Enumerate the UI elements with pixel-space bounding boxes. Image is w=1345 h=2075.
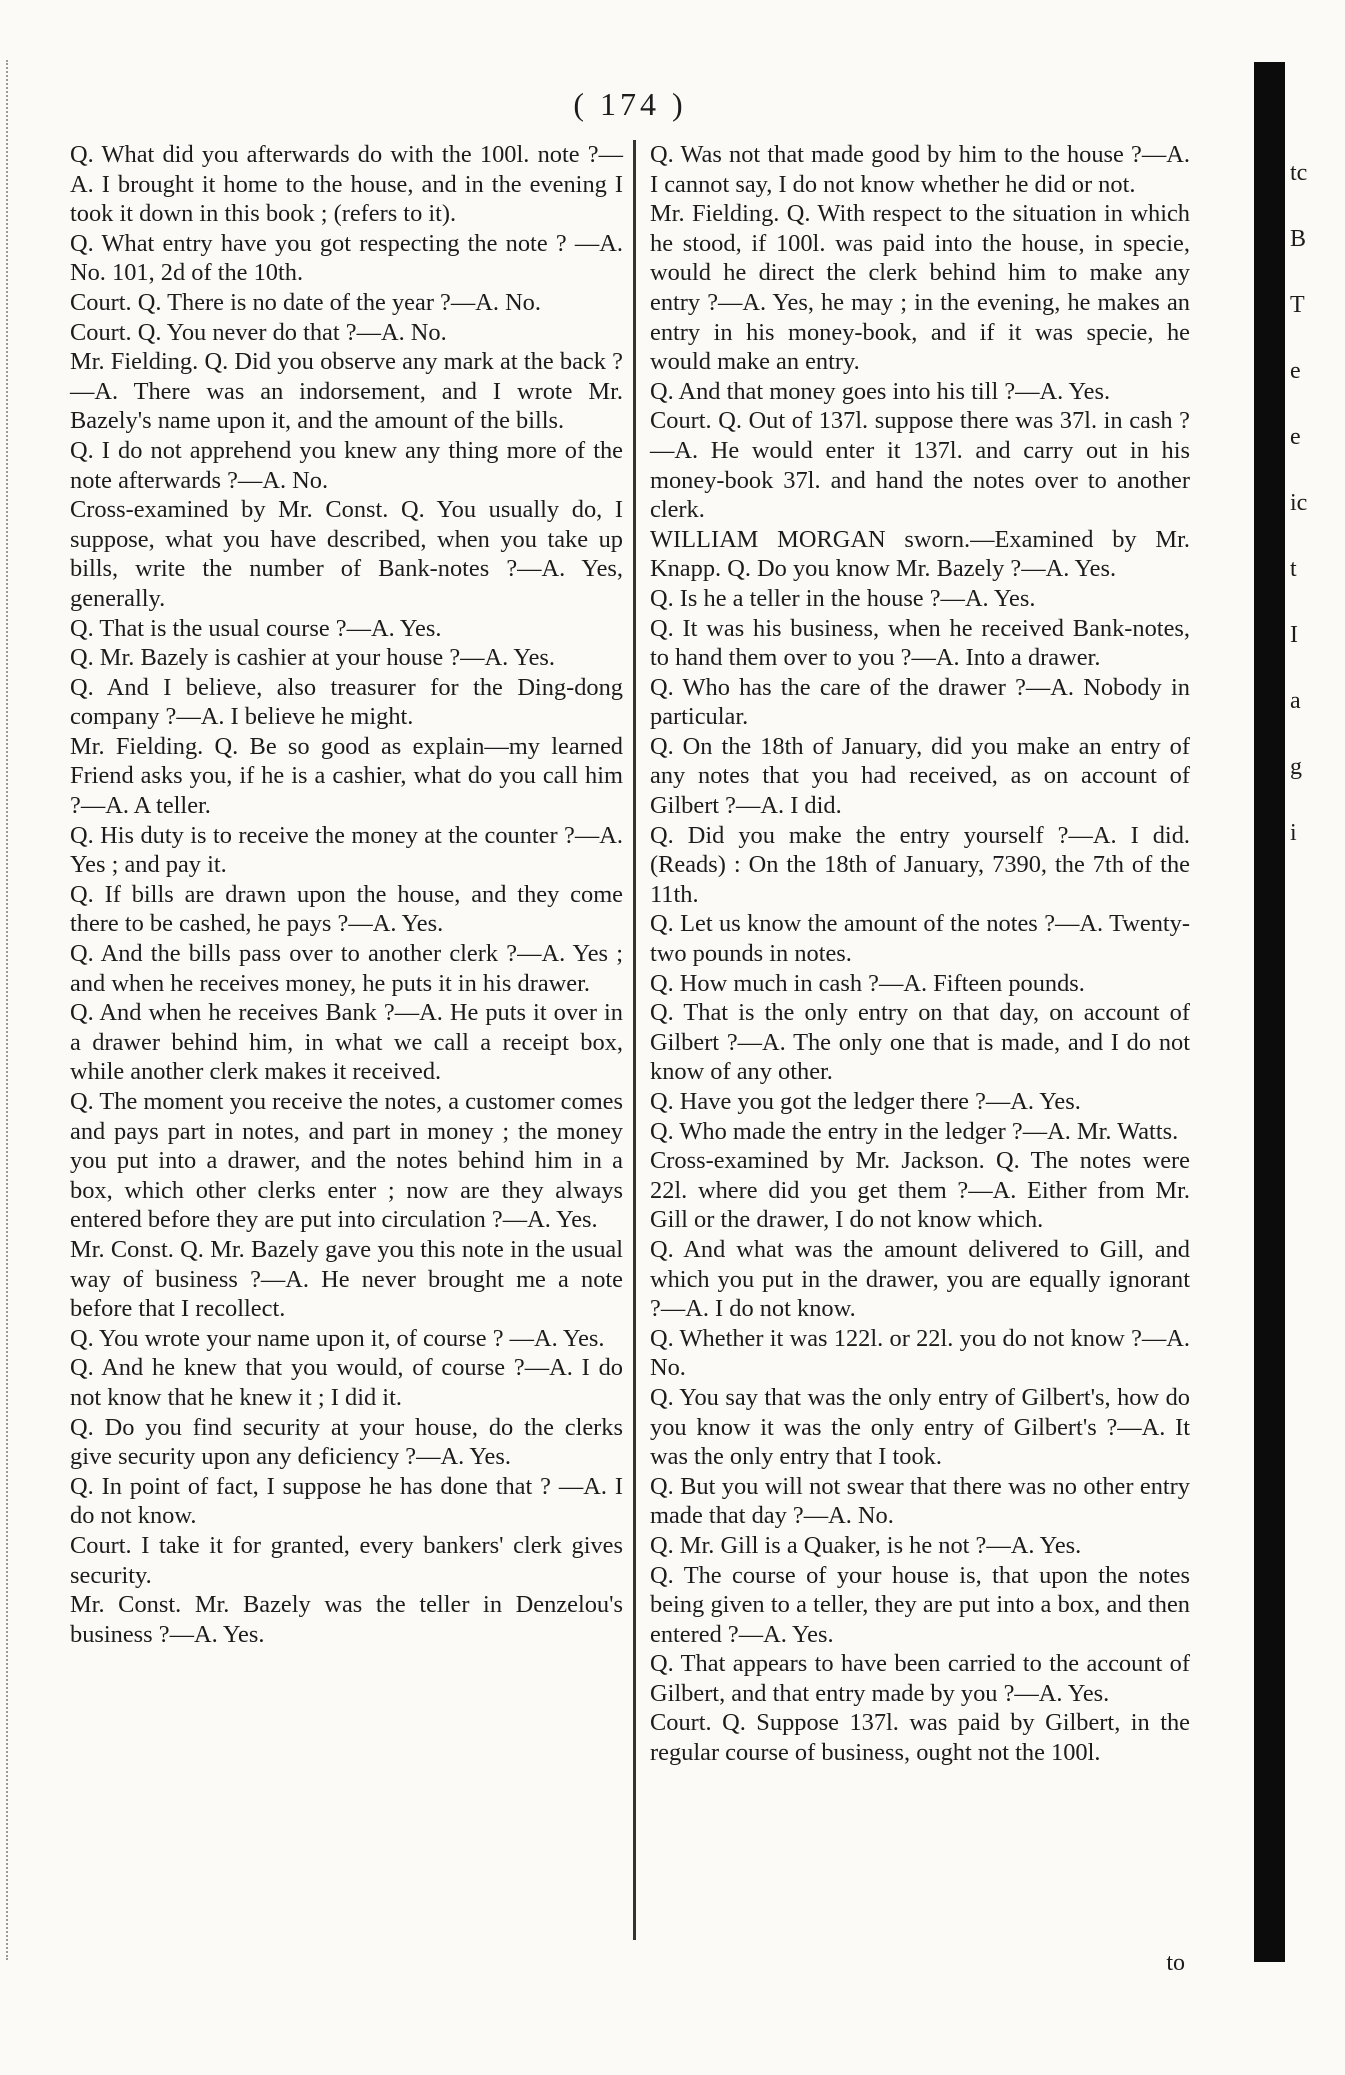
testimony-paragraph: Q. Mr. Bazely is cashier at your house ?—A. Yes. [70,644,556,672]
testimony-paragraph: Q. The course of your house is, that upon the notes being given to a teller, they are put into a box, and then entered ?—A. Yes. [650,1561,1190,1648]
testimony-paragraph: Q. What entry have you got respecting the note ? —A. No. 101, 2d of the 10th. [70,229,623,287]
testimony-paragraph: Cross-examined by Mr. Const. Q. You usually do, I suppose, what you have described, when you take up bills, write the number of Bank-notes ?—A. Yes, generally. [70,496,623,612]
testimony-paragraph: Q. I do not apprehend you knew any thing more of the note afterwards ?—A. No. [70,436,623,494]
testimony-paragraph: Q. That is the usual course ?—A. Yes. [70,614,442,642]
testimony-paragraph: Q. And what was the amount delivered to Gill, and which you put in the drawer, you are equally ignorant ?—A. I do not know. [650,1235,1190,1323]
testimony-paragraph: Q. On the 18th of January, did you make an entry of any notes that you had received, as on account of Gilbert ?—A. I did. [650,732,1190,820]
facing-page-fragments [1290,140,1340,866]
testimony-paragraph: Q. If bills are drawn upon the house, and they come there to be cashed, he pays ?—A. Yes. [70,880,623,938]
testimony-paragraph: Q. What did you afterwards do with the 100l. note ?—A. I brought it home to the house, and in the evening I took it down in this book ; (refers to it). [70,141,623,228]
testimony-paragraph: Q. And that money goes into his till ?—A. Yes. [650,377,1111,405]
left-column [70,140,623,1649]
testimony-paragraph: Court. Q. Suppose 137l. was paid by Gilbert, in the regular course of business, ought not the 100l. [650,1709,1190,1767]
page-number: ( 174 ) [573,86,687,122]
testimony-paragraph: Q. Have you got the ledger there ?—A. Yes. [650,1088,1081,1115]
testimony-paragraph: Q. Who made the entry in the ledger ?—A. Mr. Watts. [650,1117,1179,1145]
testimony-paragraph: Q. And he knew that you would, of course ?—A. I do not know that he knew it ; I did it. [70,1354,623,1411]
facing-page-fragment: a [1290,688,1301,714]
facing-page-fragment: ic [1290,490,1308,516]
testimony-paragraph: Q. Was not that made good by him to the house ?—A. I cannot say, I do not know whether he did or not. [650,141,1190,198]
testimony-paragraph: Mr. Const. Mr. Bazely was the teller in Denzelou's business ?—A. Yes. [70,1591,623,1648]
testimony-paragraph: Court. Q. You never do that ?—A. No. [70,318,447,346]
testimony-paragraph: Q. In point of fact, I suppose he has done that ? —A. I do not know. [70,1472,623,1530]
facing-page-fragment: e [1290,358,1301,384]
testimony-paragraph: Mr. Fielding. Q. Be so good as explain—my learned Friend asks you, if he is a cashier, what do you call him ?—A. A teller. [70,732,623,820]
testimony-paragraph: Q. But you will not swear that there was no other entry made that day ?—A. No. [650,1472,1190,1530]
testimony-paragraph: Q. And when he receives Bank ?—A. He puts it over in a drawer behind him, in what we call a receipt box, while another clerk makes it received. [70,999,623,1086]
testimony-paragraph: Cross-examined by Mr. Jackson. Q. The notes were 22l. where did you get them ?—A. Either from Mr. Gill or the drawer, I do not know which. [650,1147,1190,1234]
testimony-paragraph: Court. Q. Out of 137l. suppose there was 37l. in cash ?—A. He would enter it 137l. and carry out in his money-book 37l. and hand the notes over to another clerk. [650,407,1190,524]
facing-page-fragment: t [1290,556,1297,582]
testimony-paragraph: Q. How much in cash ?—A. Fifteen pounds. [650,969,1085,997]
testimony-paragraph: Mr. Fielding. Q. With respect to the situation in which he stood, if 100l. was paid into the house, in specie, would he direct the clerk behind him to make any entry ?—A. Yes, he may ; in the evening, he makes an entry in his money-book, and if it was specie, he would make an entry. [650,200,1190,376]
facing-page-fragment: e [1290,424,1301,450]
testimony-paragraph: Q. His duty is to receive the money at the counter ?—A. Yes ; and pay it. [70,821,623,879]
testimony-paragraph: Mr. Const. Q. Mr. Bazely gave you this note in the usual way of business ?—A. He never brought me a note before that I recollect. [70,1235,623,1323]
testimony-paragraph: Q. Whether it was 122l. or 22l. you do not know ?—A. No. [650,1324,1190,1382]
testimony-paragraph: Court. Q. There is no date of the year ?—A. No. [70,288,541,316]
testimony-paragraph: Mr. Fielding. Q. Did you observe any mark at the back ?—A. There was an indorsement, and I wrote Mr. Bazely's name upon it, and the amount of the bills. [70,348,623,435]
testimony-paragraph: Q. And the bills pass over to another clerk ?—A. Yes ; and when he receives money, he puts it in his drawer. [70,940,623,997]
testimony-paragraph: Q. Mr. Gill is a Quaker, is he not ?—A. Yes. [650,1531,1082,1559]
testimony-paragraph: Q. Did you make the entry yourself ?—A. I did. (Reads) : On the 18th of January, 7390, the 7th of the 11th. [650,821,1190,908]
testimony-paragraph: Q. Is he a teller in the house ?—A. Yes. [650,584,1036,612]
facing-page-fragment: g [1290,754,1302,780]
right-column [650,140,1190,1768]
binding-gutter [6,60,20,1960]
facing-page-fragment: T [1290,292,1305,318]
testimony-paragraph: Q. That appears to have been carried to the account of Gilbert, and that entry made by you ?—A. Yes. [650,1650,1190,1707]
page-edge-shadow [1254,62,1285,1962]
facing-page-fragment: tc [1290,160,1308,186]
testimony-paragraph: Q. Do you find security at your house, do the clerks give security upon any deficiency ?—A. Yes. [70,1413,623,1471]
catchword: to [1166,1950,1185,1976]
testimony-paragraph: Q. That is the only entry on that day, on account of Gilbert ?—A. The only one that is made, and I do not know of any other. [650,999,1190,1086]
facing-page-fragment: I [1290,622,1298,648]
column-divider [633,140,636,1940]
testimony-paragraph: Q. You wrote your name upon it, of course ? —A. Yes. [70,1324,605,1352]
testimony-paragraph: Q. It was his business, when he received Bank-notes, to hand them over to you ?—A. Into a drawer. [650,614,1190,672]
testimony-paragraph: WILLIAM MORGAN sworn.—Examined by Mr. Knapp. Q. Do you know Mr. Bazely ?—A. Yes. [650,525,1190,583]
facing-page-fragment: B [1290,226,1307,252]
testimony-paragraph: Q. The moment you receive the notes, a customer comes and pays part in notes, and part in money ; the money you put into a drawer, and the notes behind him in a box, which other clerks enter ; now are they always entered before they are put into circulation ?—A. Yes. [70,1088,623,1234]
testimony-paragraph: Court. I take it for granted, every bankers' clerk gives security. [70,1531,623,1589]
testimony-paragraph: Q. Let us know the amount of the notes ?—A. Twenty-two pounds in notes. [650,910,1190,968]
testimony-paragraph: Q. Who has the care of the drawer ?—A. Nobody in particular. [650,673,1190,731]
testimony-paragraph: Q. You say that was the only entry of Gilbert's, how do you know it was the only entry of Gilbert's ?—A. It was the only entry that I took. [650,1383,1190,1471]
facing-page-fragment: i [1290,820,1297,846]
testimony-paragraph: Q. And I believe, also treasurer for the Ding-dong company ?—A. I believe he might. [70,673,623,731]
